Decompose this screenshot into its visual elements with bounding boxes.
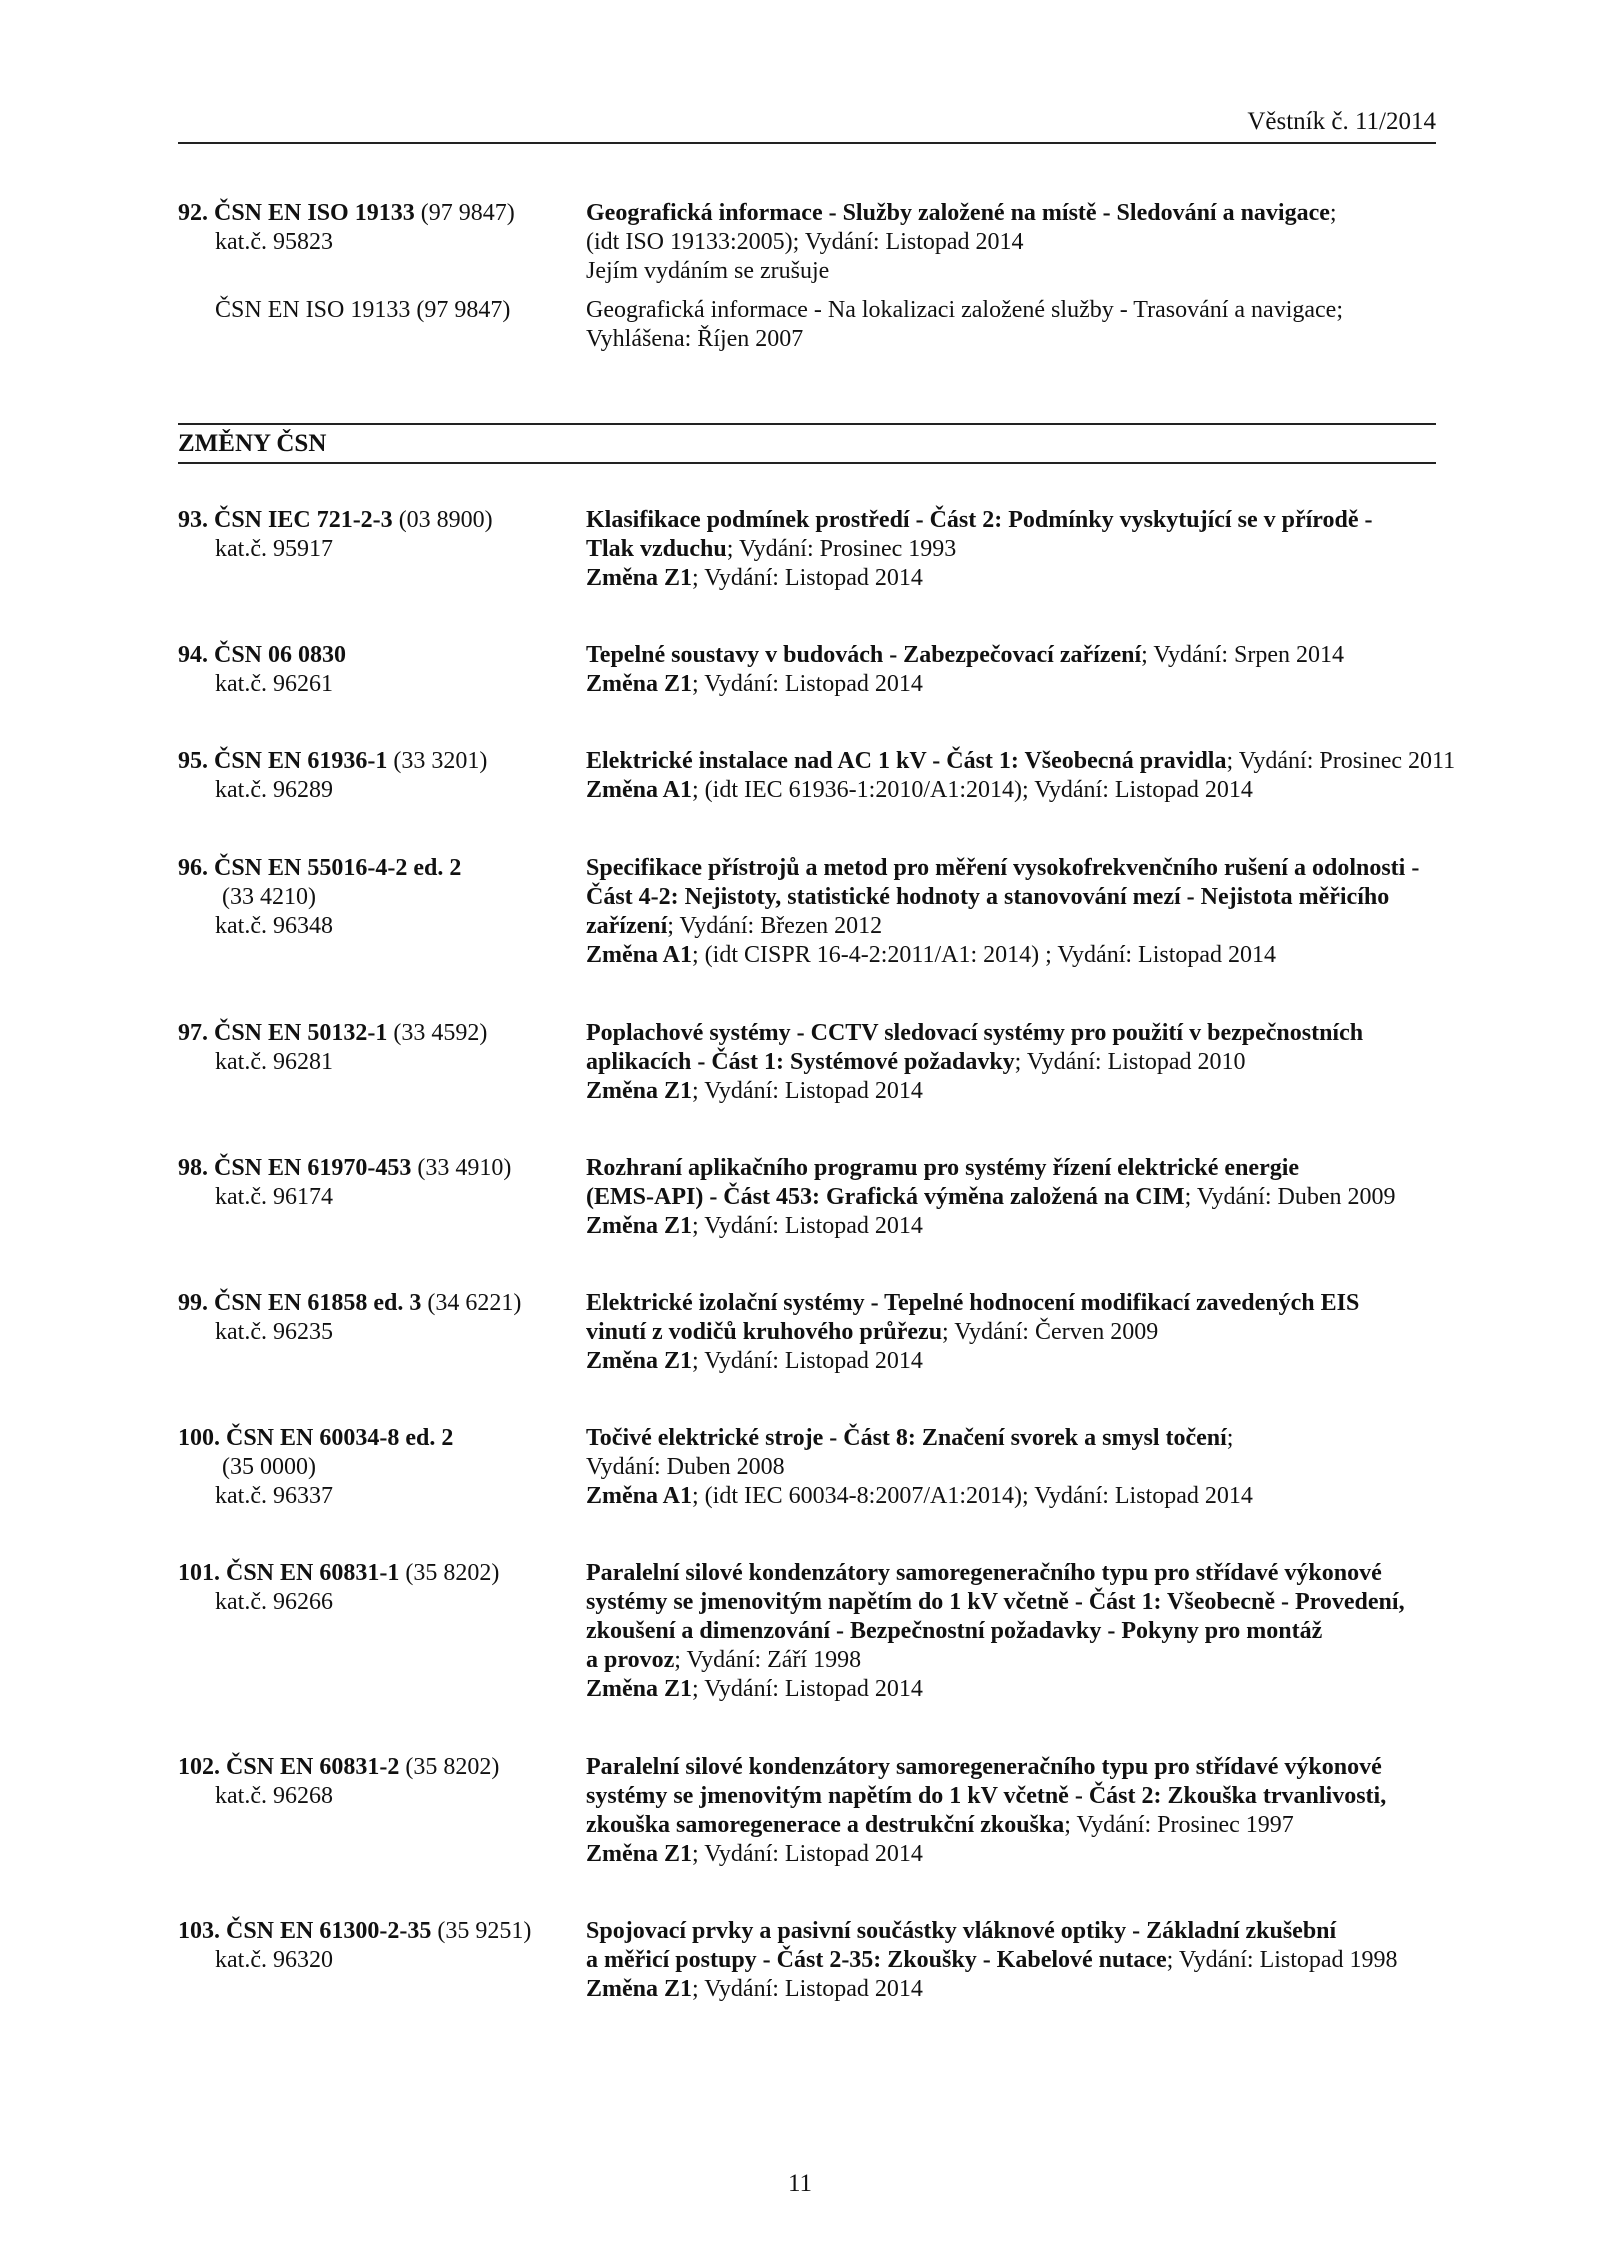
catalog-number: kat.č. 95917 xyxy=(215,536,333,562)
page-header xyxy=(178,108,1436,144)
catalog-number: kat.č. 96337 xyxy=(215,1483,333,1509)
catalog-number: kat.č. 96266 xyxy=(215,1589,333,1615)
section-heading: ZMĚNY ČSN xyxy=(178,423,1436,464)
withdrawn-standard: ČSN EN ISO 19133 (97 9847) xyxy=(215,297,511,323)
catalog-number: kat.č. 96235 xyxy=(215,1319,333,1345)
catalog-number: kat.č. 96348 xyxy=(215,913,333,939)
page-number: 11 xyxy=(787,2170,813,2197)
entry-designation: 92. ČSN EN ISO 19133 (97 9847) kat.č. 95823 ČSN EN ISO 19133 (97 9847) xyxy=(178,199,578,325)
catalog-number: kat.č. 96261 xyxy=(215,671,333,697)
entry-title: Geografická informace - Služby založené na místě - Sledování a navigace; (idt ISO 19133:2005); Vydání: Listopad 2014 Jejím vydáním se zrušuje Geografická informace - Na lokalizaci založené služby - Trasování a navigace; Vyhlášena: Říjen 2007 xyxy=(586,200,1343,352)
journal-title: Věstník č. 11/2014 xyxy=(1247,108,1436,135)
catalog-number: kat.č. 95823 xyxy=(215,229,333,255)
catalog-number: kat.č. 96289 xyxy=(215,777,333,803)
catalog-number: kat.č. 96281 xyxy=(215,1049,333,1075)
catalog-number: kat.č. 96268 xyxy=(215,1783,333,1809)
catalog-number: kat.č. 96320 xyxy=(215,1947,333,1973)
catalog-number: kat.č. 96174 xyxy=(215,1184,333,1210)
